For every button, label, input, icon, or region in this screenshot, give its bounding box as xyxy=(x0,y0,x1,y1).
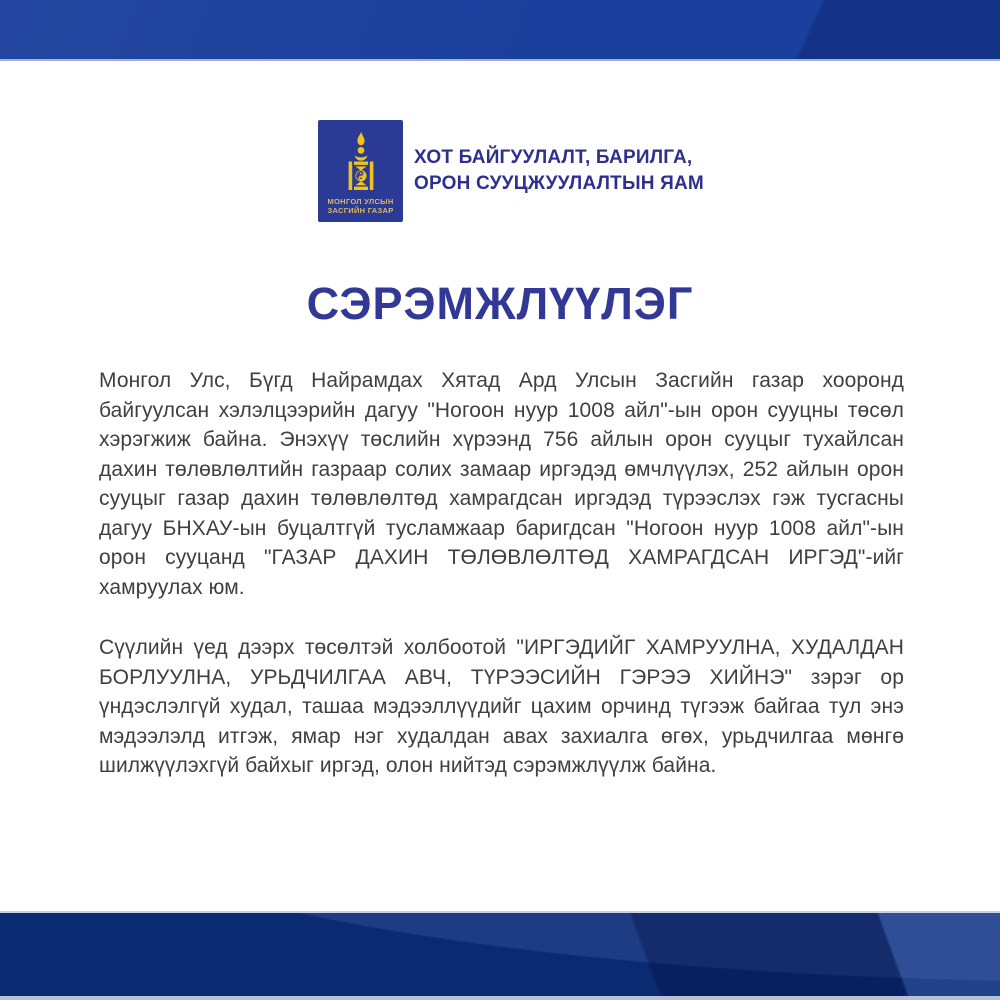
logo-caption xyxy=(327,197,393,215)
ministry-name-line2: ОРОН СУУЦЖУУЛАЛТЫН ЯАМ xyxy=(414,173,704,194)
page-title: СЭРЭМЖЛҮҮЛЭГ xyxy=(306,278,694,329)
announcement-body xyxy=(99,366,904,812)
top-decoration-band xyxy=(0,0,1000,61)
soyombo-emblem-icon xyxy=(339,132,383,192)
ministry-name xyxy=(414,145,704,197)
government-logo xyxy=(318,120,403,222)
paragraph-project-info: Монгол Улс, Бүгд Найрамдах Хятад Ард Улсын Засгийн газар хооронд байгуулсан хэлэлцээрийн дагуу "Ногоон нуур 1008 айл"-ын орон сууцны төсөл хэрэгжиж байна. Энэхүү төслийн хүрээнд 756 айлын орон сууцыг тухайлсан дахин төлөвлөлтийн газраар солих замаар иргэдэд өмчлүүлэх, 252 айлын орон сууцыг газар дахин төлөвлөлтөд хамрагдсан иргэдэд түрээслэх гэж тусгасны дагуу БНХАУ-ын буцалтгүй тусламжаар баригдсан "Ногоон нуур 1008 айл"-ын орон сууцанд "ГАЗАР ДАХИН ТӨЛӨВЛӨЛТӨД ХАМРАГДСАН ИРГЭД"-ийг хамруулах юм. xyxy=(99,369,904,599)
bottom-decoration-band xyxy=(0,911,1000,1000)
logo-caption-line1: МОНГОЛ УЛСЫН xyxy=(327,197,394,206)
ministry-name-line1: ХОТ БАЙГУУЛАЛТ, БАРИЛГА, xyxy=(414,147,693,168)
paragraph-warning: Сүүлийн үед дээрх төсөлтэй холбоотой "ИРГЭДИЙГ ХАМРУУЛНА, ХУДАЛДАН БОРЛУУЛНА, УРЬДЧИЛГАА АВЧ, ТҮРЭЭСИЙН ГЭРЭЭ ХИЙНЭ" зэрэг ор үндэслэлгүй худал, ташаа мэдээллүүдийг цахим орчинд түгээж байгаа тул энэ мэдээлэлд итгэж, ямар нэг худалдан авах захиалга өгөх, урьдчилгаа мөнгө шилжүүлэхгүй байхыг иргэд, олон нийтэд сэрэмжлүүлж байна. xyxy=(99,636,904,777)
logo-caption-line2: ЗАСГИЙН ГАЗАР xyxy=(327,206,394,215)
ministry-header xyxy=(318,120,704,222)
